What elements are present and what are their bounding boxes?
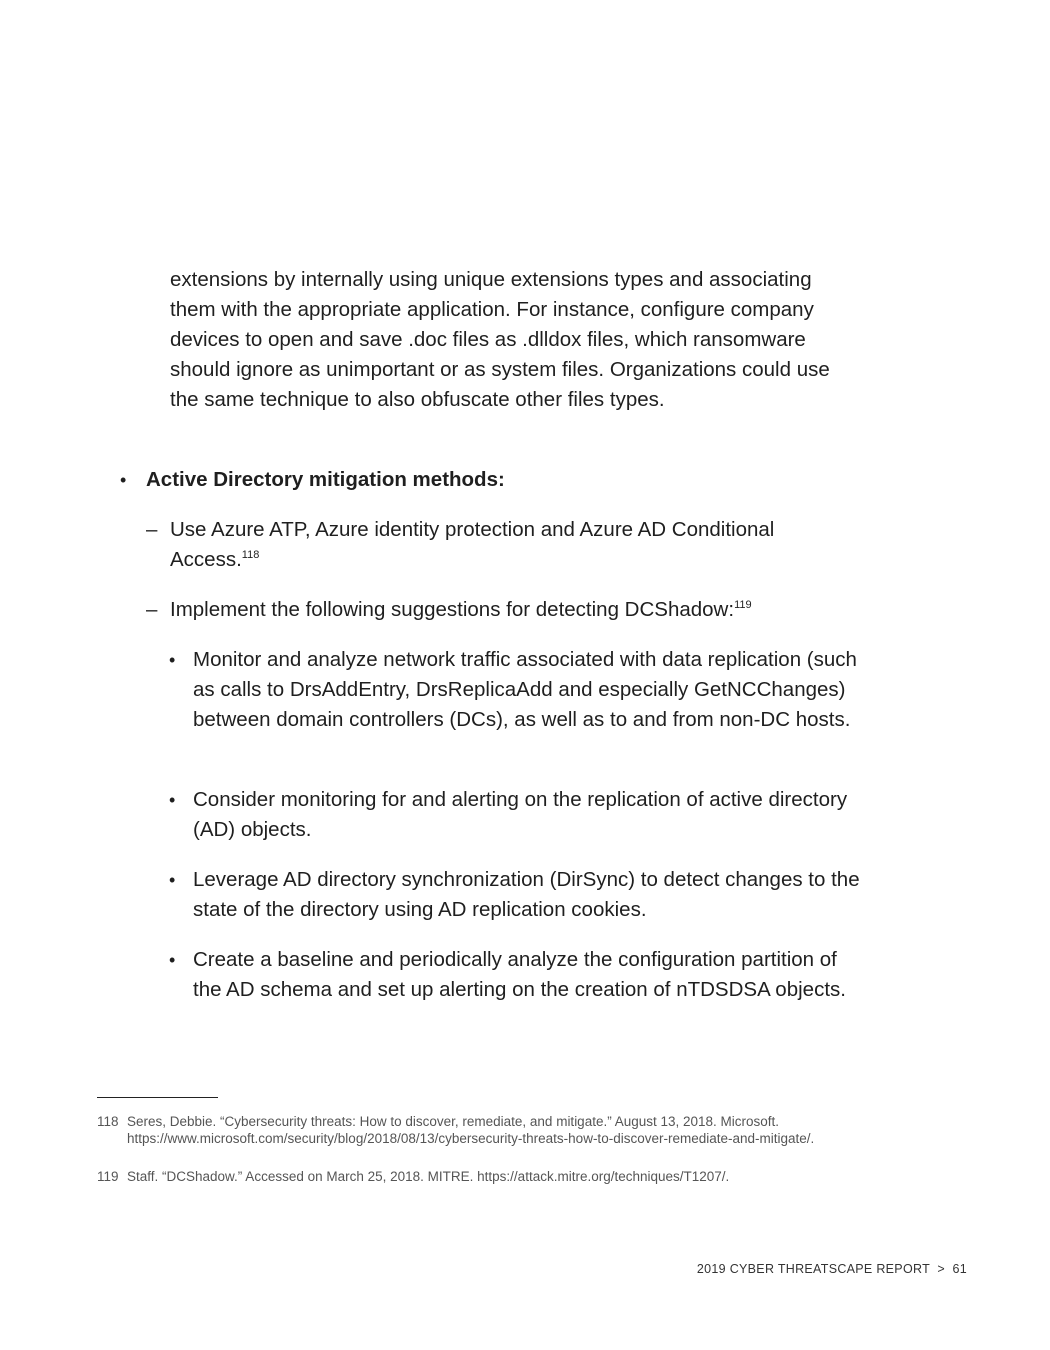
sub-list-item-monitor-traffic bbox=[169, 645, 860, 735]
page-footer bbox=[697, 1262, 967, 1276]
bullet-marker: • bbox=[120, 470, 127, 490]
list-item-azure bbox=[146, 515, 860, 575]
continuation-text: extensions by internally using unique extensions types and associating them with the appropriate application. For instance, configure company devices to open and save .doc files as .dlldox files, which ransomware should ignore as unimportant or as system files. Organizations could use the same technique to also obfuscate other files types. bbox=[170, 268, 830, 411]
sub-list-item-text: Consider monitoring for and alerting on the replication of active directory (AD) objects. bbox=[193, 788, 848, 841]
list-item-text: Implement the following suggestions for detecting DCShadow: bbox=[170, 598, 735, 621]
continuation-paragraph bbox=[170, 265, 860, 415]
dash-marker: – bbox=[146, 598, 158, 621]
sub-list-item-text: Create a baseline and periodically analyze the configuration partition of the AD schema and set up alerting on the creation of nTDSDSA objects. bbox=[193, 948, 846, 1001]
section-heading-item bbox=[120, 465, 860, 495]
footnote-number: 118 bbox=[97, 1114, 119, 1129]
sub-list-item-text: Leverage AD directory synchronization (DirSync) to detect changes to the state of the directory using AD replication cookies. bbox=[193, 868, 860, 921]
footnote-ref-119[interactable]: 119 bbox=[734, 599, 752, 611]
list-item-text: Use Azure ATP, Azure identity protection and Azure AD Conditional Access. bbox=[170, 518, 775, 571]
bullet-marker: • bbox=[169, 950, 176, 970]
bullet-marker: • bbox=[169, 790, 176, 810]
footnote-ref-118[interactable]: 118 bbox=[241, 549, 260, 561]
sub-list-item-text: Monitor and analyze network traffic associated with data replication (such as calls to DrsAddEntry, DrsReplicaAdd and especially GetNCChanges) between domain controllers (DCs), as well as to and from non-DC hosts. bbox=[193, 648, 857, 731]
report-title: 2019 CYBER THREATSCAPE REPORT bbox=[696, 1262, 930, 1276]
sub-list-item-dirsync bbox=[169, 865, 860, 925]
footnote-number: 119 bbox=[97, 1169, 119, 1184]
section-heading: Active Directory mitigation methods: bbox=[146, 468, 505, 491]
footnote-text: Seres, Debbie. “Cybersecurity threats: How to discover, remediate, and mitigate.” August 13, 2018. Microsoft. https://www.microsoft.com/security/blog/2018/08/13/cybersecurity-threats-how-to-discover-remediate-and-mitigate/. bbox=[127, 1114, 815, 1146]
sub-list-item-monitor-replication bbox=[169, 785, 860, 845]
footer-separator: > bbox=[937, 1262, 945, 1276]
sub-list-item-baseline bbox=[169, 945, 860, 1005]
bullet-marker: • bbox=[169, 870, 176, 890]
list-item-dcshadow bbox=[146, 595, 860, 625]
footnote-divider bbox=[97, 1097, 218, 1098]
page-number: 61 bbox=[952, 1262, 967, 1276]
footnote-text: Staff. “DCShadow.” Accessed on March 25, 2018. MITRE. https://attack.mitre.org/techniques/T1207/. bbox=[127, 1169, 730, 1184]
footnote-118 bbox=[97, 1114, 857, 1147]
bullet-marker: • bbox=[169, 650, 176, 670]
footnote-119 bbox=[97, 1169, 857, 1186]
dash-marker: – bbox=[146, 518, 158, 541]
